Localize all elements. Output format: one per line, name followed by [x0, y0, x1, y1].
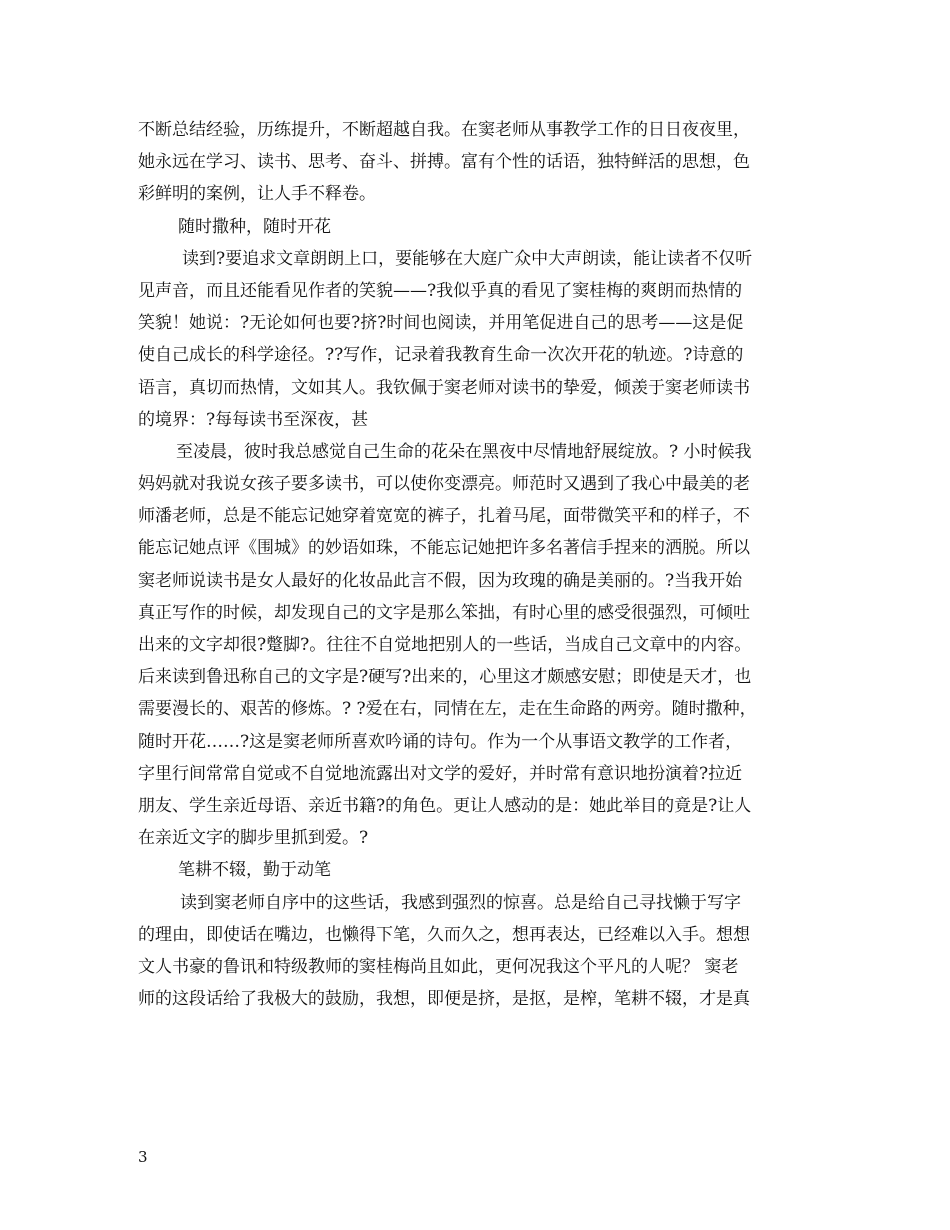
text-line: 朋友、学生亲近母语、亲近书籍?的角色。更让人感动的是：她此举目的竟是?让人 — [138, 795, 752, 816]
section-heading: 笔耕不辍，勤于动笔 — [178, 860, 331, 881]
text-line: 能忘记她点评《围城》的妙语如珠，不能忘记她把许多名著信手捏来的洒脱。所以 — [138, 538, 750, 559]
text-line: 彩鲜明的案例，让人手不释卷。 — [138, 184, 376, 205]
text-line: 字里行间常常自觉或不自觉地流露出对文学的爱好，并时常有意识地扮演着?拉近 — [138, 763, 743, 784]
text-line: 窦老师说读书是女人最好的化妆品此言不假，因为玫瑰的确是美丽的。?当我开始 — [138, 570, 743, 591]
text-line: 她永远在学习、读书、思考、奋斗、拼搏。富有个性的话语，独特鲜活的思想，色 — [138, 152, 750, 173]
text-line: 随时开花……?这是窦老师所喜欢吟诵的诗句。作为一个从事语文教学的工作者， — [138, 731, 743, 752]
text-line: 读到窦老师自序中的这些话，我感到强烈的惊喜。总是给自己寻找懒于写字 — [180, 892, 741, 913]
text-line: 读到?要追求文章朗朗上口，要能够在大庭广众中大声朗读，能让读者不仅听 — [182, 248, 753, 269]
text-line: 真正写作的时候，却发现自己的文字是那么笨拙，有时心里的感受很强烈，可倾吐 — [138, 602, 750, 623]
text-line: 后来读到鲁迅称自己的文字是?硬写?出来的，心里这才颇感安慰；即使是天才，也 — [138, 667, 752, 688]
text-line: 妈妈就对我说女孩子要多读书，可以使你变漂亮。师范时又遇到了我心中最美的老 — [138, 474, 750, 495]
body-text — [138, 114, 816, 1015]
text-line: 至凌晨，彼时我总感觉自己生命的花朵在黑夜中尽情地舒展绽放。? 小时候我 — [176, 441, 752, 462]
text-line: 师的这段话给了我极大的鼓励，我想，即便是挤，是抠，是榨，笔耕不辍，才是真 — [138, 989, 750, 1010]
text-line: 语言，真切而热情，文如其人。我钦佩于窦老师对读书的挚爱，倾羡于窦老师读书 — [138, 377, 750, 398]
text-line: 的境界：?每每读书至深夜，甚 — [138, 409, 369, 430]
text-line: 笑貌！她说：?无论如何也要?挤?时间也阅读，并用笔促进自己的思考——这是促 — [138, 313, 744, 334]
text-line: 的理由，即使话在嘴边，也懒得下笔，久而久之，想再表达，已经难以入手。想想 — [138, 924, 750, 945]
text-line: 需要漫长的、艰苦的修炼。? ?爱在右，同情在左，走在生命路的两旁。随时撒种， — [138, 699, 757, 720]
text-line: 师潘老师，总是不能忘记她穿着宽宽的裤子，扎着马尾，面带微笑平和的样子，不 — [138, 506, 750, 527]
text-line: 见声音，而且还能看见作者的笑貌——?我似乎真的看见了窦桂梅的爽朗而热情的 — [138, 280, 743, 301]
text-line: 不断总结经验，历练提升，不断超越自我。在窦老师从事教学工作的日日夜夜里， — [138, 120, 750, 140]
text-line: 使自己成长的科学途径。??写作，记录着我教育生命一次次开花的轨迹。?诗意的 — [138, 345, 744, 366]
page-number: 3 — [138, 1148, 148, 1166]
text-line: 在亲近文字的脚步里抓到爱。? — [138, 828, 369, 849]
text-line: 文人书豪的鲁讯和特级教师的窦桂梅尚且如此，更何况我这个平凡的人呢？ 窦老 — [138, 956, 739, 977]
text-line: 出来的文字却很?蹩脚?。往往不自觉地把别人的一些话，当成自己文章中的内容。 — [138, 635, 752, 655]
section-heading: 随时撒种，随时开花 — [178, 216, 331, 237]
